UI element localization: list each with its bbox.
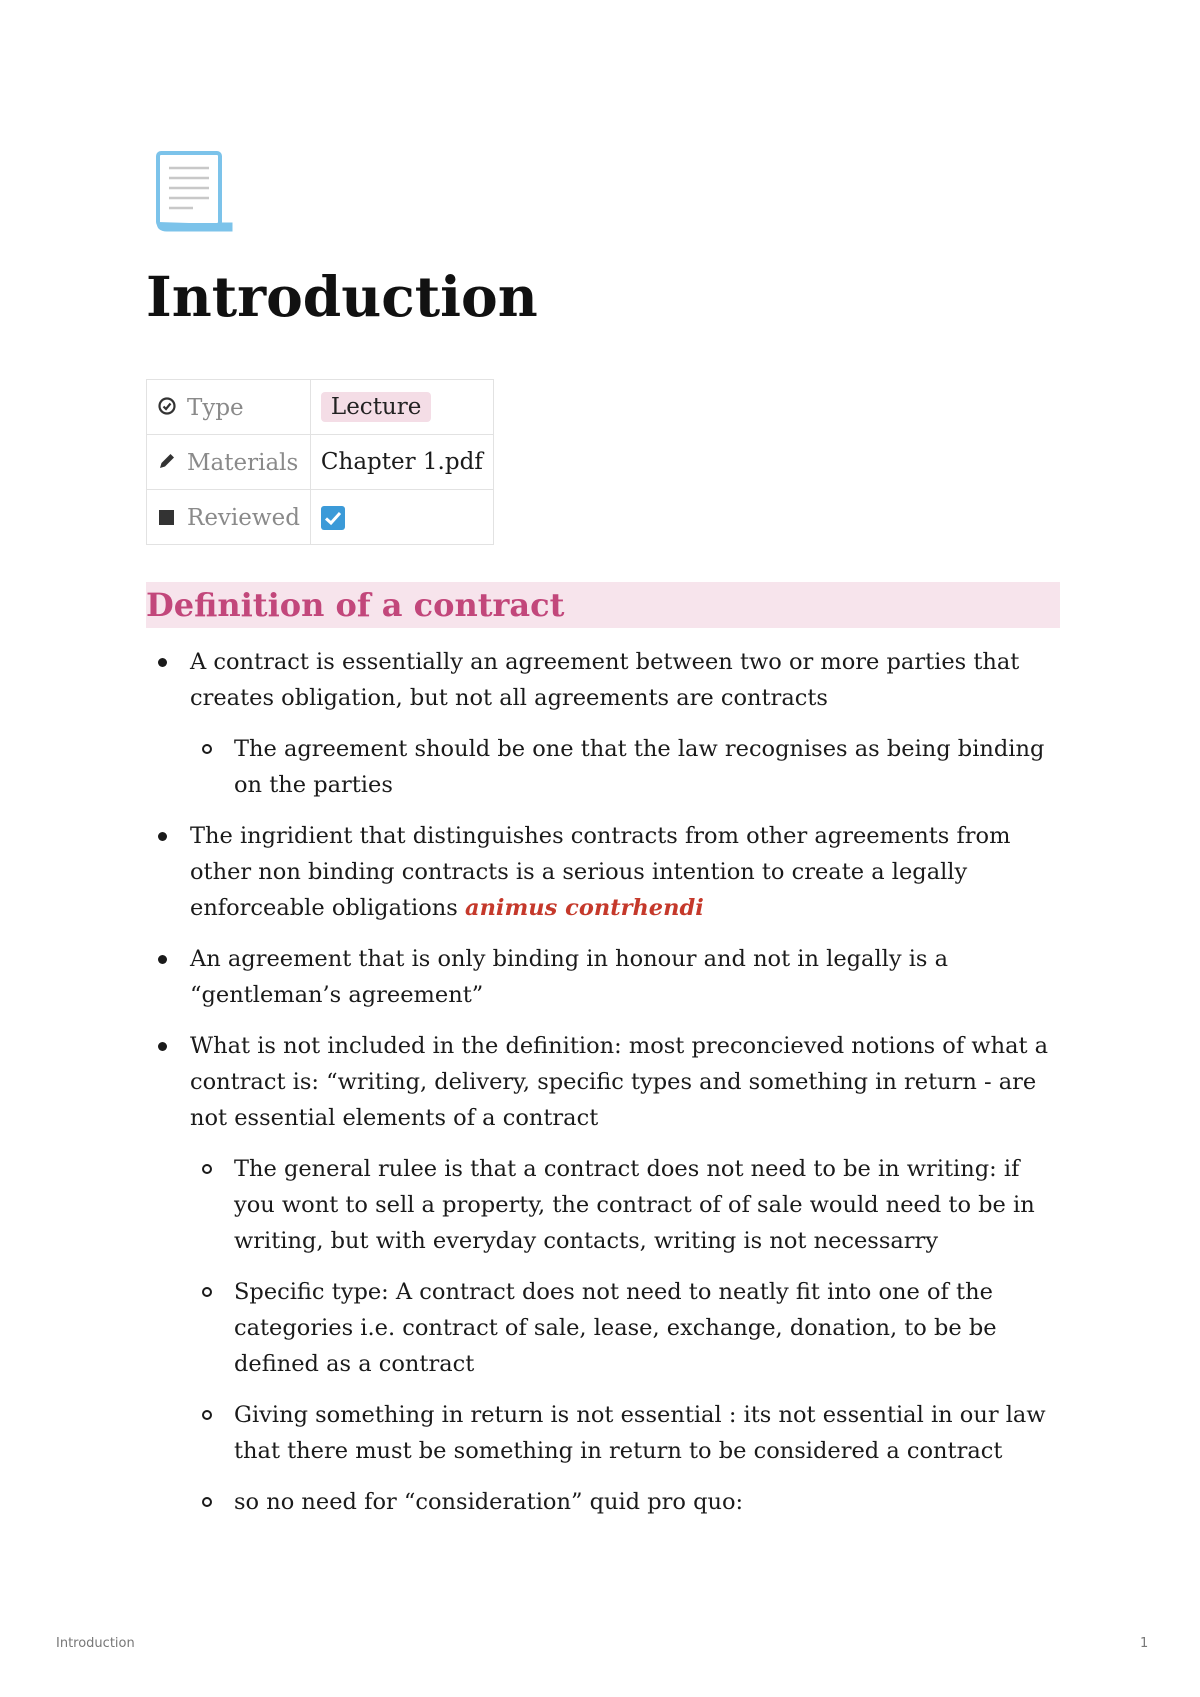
property-row-type xyxy=(147,380,494,435)
type-icon xyxy=(157,396,177,416)
type-tag[interactable]: Lecture xyxy=(321,392,431,422)
property-name-cell[interactable] xyxy=(147,490,311,545)
document-icon xyxy=(155,150,235,234)
property-name: Reviewed xyxy=(187,504,300,531)
page-title: Introduction xyxy=(146,264,538,329)
pencil-icon xyxy=(157,451,177,471)
list-item xyxy=(190,1151,1066,1259)
hollow-bullet-icon xyxy=(202,1497,212,1507)
property-value-cell[interactable] xyxy=(310,380,493,435)
materials-value[interactable]: Chapter 1.pdf xyxy=(320,449,483,475)
bullet-icon xyxy=(158,832,167,841)
list-item-text: The ingridient that distinguishes contracts from other agreements from other non binding contracts is a serious intention to create a legally enforceable obligations xyxy=(190,823,1011,921)
properties-table xyxy=(146,379,494,545)
property-name: Type xyxy=(187,394,244,421)
hollow-bullet-icon xyxy=(202,1410,212,1420)
bullet-list xyxy=(146,644,1066,1535)
footer-title: Introduction xyxy=(56,1636,135,1651)
property-value-cell[interactable] xyxy=(310,490,493,545)
list-item xyxy=(190,1274,1066,1382)
list-item-text: The general rulee is that a contract does not need to be in writing: if you wont to sell a property, the contract of of sale would need to be in writing, but with everyday contacts, writing is not necessarry xyxy=(234,1156,1035,1254)
hollow-bullet-icon xyxy=(202,744,212,754)
list-item xyxy=(146,818,1066,926)
list-item xyxy=(190,1397,1066,1469)
bullet-icon xyxy=(158,1042,167,1051)
property-row-materials xyxy=(147,435,494,490)
reviewed-checkbox[interactable] xyxy=(321,506,345,530)
bullet-icon xyxy=(158,658,167,667)
list-item xyxy=(146,644,1066,716)
footer-page-number: 1 xyxy=(1140,1636,1149,1651)
list-item xyxy=(146,1028,1066,1136)
list-item-text: A contract is essentially an agreement between two or more parties that creates obligation, but not all agreements are contracts xyxy=(190,649,1020,711)
list-item-text: An agreement that is only binding in honour and not in legally is a “gentleman’s agreement” xyxy=(190,946,949,1008)
bullet-icon xyxy=(158,955,167,964)
property-row-reviewed xyxy=(147,490,494,545)
list-item-text: Specific type: A contract does not need to neatly fit into one of the categories i.e. contract of sale, lease, exchange, donation, to be be defined as a contract xyxy=(234,1279,997,1377)
list-item-text: Giving something in return is not essential : its not essential in our law that there must be something in return to be considered a contract xyxy=(234,1402,1046,1464)
latin-term: animus contrhendi xyxy=(464,895,704,921)
property-name-cell[interactable] xyxy=(147,435,311,490)
list-item xyxy=(146,941,1066,1013)
hollow-bullet-icon xyxy=(202,1164,212,1174)
property-value-cell[interactable] xyxy=(310,435,493,490)
property-name-cell[interactable] xyxy=(147,380,311,435)
list-item-text: The agreement should be one that the law recognises as being binding on the parties xyxy=(234,736,1045,798)
hollow-bullet-icon xyxy=(202,1287,212,1297)
checkmark-icon xyxy=(321,506,345,530)
checkbox-property-icon xyxy=(157,506,177,526)
list-item-text: What is not included in the definition: most preconcieved notions of what a contract is: “writing, delivery, specific types and something in return - are not essential elements of a contract xyxy=(190,1033,1049,1131)
list-item xyxy=(190,731,1066,803)
property-name: Materials xyxy=(187,449,299,476)
section-heading: Definition of a contract xyxy=(146,582,1060,628)
list-item xyxy=(190,1484,1066,1520)
list-item-text: so no need for “consideration” quid pro quo: xyxy=(234,1489,744,1515)
